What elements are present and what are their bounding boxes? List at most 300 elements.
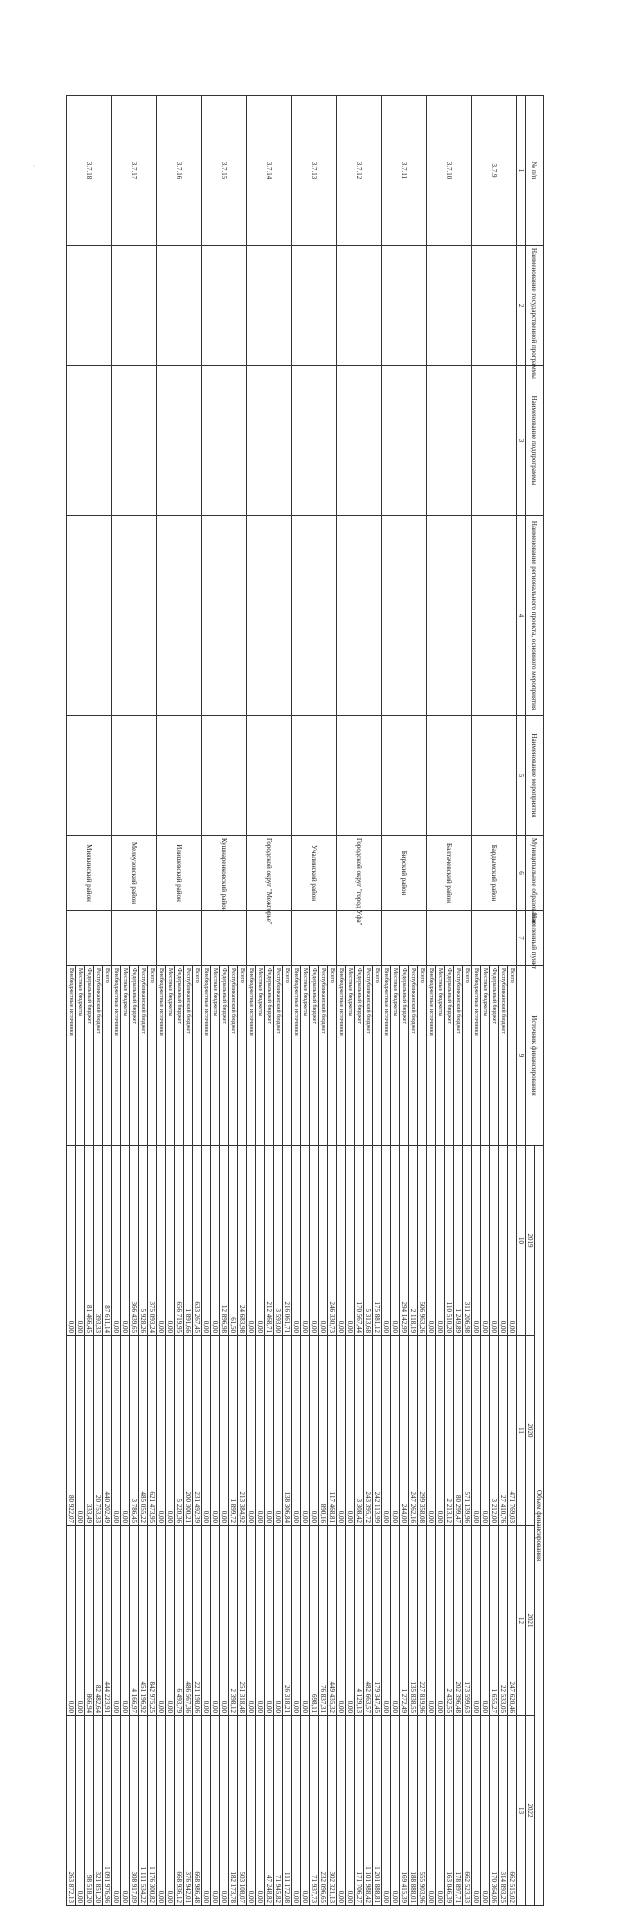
value-cell: 251 318,48 — [238, 1526, 247, 1716]
source-cell: Внебюджетные источники — [382, 966, 391, 1146]
col-index: 7 — [517, 911, 526, 966]
col-index: 12 — [517, 1526, 526, 1716]
value-cell: 71 945,82 — [274, 1716, 283, 1906]
source-cell: Внебюджетные источники — [427, 966, 436, 1146]
source-cell: Федеральный бюджет — [265, 966, 274, 1146]
value-cell: 656 719,95 — [175, 1146, 184, 1336]
value-cell: 0,00 — [157, 1336, 166, 1526]
value-cell: 662 515,02 — [508, 1716, 517, 1906]
program-cell — [292, 246, 337, 366]
value-cell: 393,33 — [94, 1146, 103, 1336]
row-number: 3.7.18 — [67, 96, 112, 246]
source-cell: Всего — [373, 966, 382, 1146]
value-cell: 0,00 — [427, 1146, 436, 1336]
source-cell: Республиканский бюджет — [409, 966, 418, 1146]
value-cell: 213 384,92 — [238, 1336, 247, 1526]
value-cell: 0,00 — [274, 1526, 283, 1716]
source-cell: Всего — [238, 966, 247, 1146]
row-number: 3.7.13 — [292, 96, 337, 246]
value-cell: 0,00 — [220, 1526, 229, 1716]
source-cell: Всего — [463, 966, 472, 1146]
col-municipality-header: Муниципальное образование — [526, 836, 544, 911]
value-cell: 0,00 — [211, 1336, 220, 1526]
value-cell: 171 706,27 — [355, 1716, 364, 1906]
value-cell: 244,00 — [400, 1336, 409, 1526]
value-cell: 6 493,79 — [175, 1526, 184, 1716]
source-cell: Внебюджетные источники — [337, 966, 346, 1146]
value-cell: 1 249,89 — [454, 1146, 463, 1336]
source-cell: Федеральный бюджет — [355, 966, 364, 1146]
value-cell: 0,00 — [256, 1146, 265, 1336]
value-cell: 242 113,99 — [373, 1336, 382, 1526]
value-cell: 0,00 — [247, 1336, 256, 1526]
source-cell: Местные бюджеты — [301, 966, 310, 1146]
value-cell: 5 928,26 — [139, 1146, 148, 1336]
col-source-header: Источник финансирования — [526, 966, 544, 1146]
value-cell: 0,00 — [202, 1716, 211, 1906]
col-index: 9 — [517, 966, 526, 1146]
value-cell: 698,11 — [310, 1526, 319, 1716]
value-cell: 2 118,19 — [409, 1146, 418, 1336]
year-header: 2020 — [526, 1336, 535, 1526]
value-cell: 302 321,13 — [328, 1716, 337, 1906]
event-cell — [472, 716, 517, 836]
program-cell — [337, 246, 382, 366]
value-cell: 0,00 — [319, 1146, 328, 1336]
row-number: 3.7.10 — [427, 96, 472, 246]
value-cell: 0,00 — [220, 1716, 229, 1906]
source-cell: Внебюджетные источники — [247, 966, 256, 1146]
event-cell — [292, 716, 337, 836]
subprogram-cell — [337, 366, 382, 516]
value-cell: 0,00 — [211, 1716, 220, 1906]
value-cell: 1 111 534,22 — [139, 1716, 148, 1906]
source-cell: Федеральный бюджет — [175, 966, 184, 1146]
value-cell: 0,00 — [382, 1146, 391, 1336]
value-cell: 294 142,99 — [400, 1146, 409, 1336]
value-cell: 1 272,49 — [400, 1526, 409, 1716]
row-number: 3.7.11 — [382, 96, 427, 246]
measure-cell — [472, 516, 517, 716]
value-cell: 178 897,71 — [454, 1716, 463, 1906]
settlement-cell — [157, 911, 202, 966]
municipality-cell: Балтачевский район — [427, 836, 472, 911]
program-cell — [427, 246, 472, 366]
value-cell: 1 176 300,82 — [148, 1716, 157, 1906]
value-cell: 0,00 — [499, 1146, 508, 1336]
value-cell: 0,00 — [346, 1336, 355, 1526]
value-cell: 0,00 — [382, 1526, 391, 1716]
value-cell: 247 620,46 — [508, 1526, 517, 1716]
value-cell: 20 753,33 — [94, 1336, 103, 1526]
value-cell: 0,00 — [391, 1526, 400, 1716]
value-cell: 308 917,09 — [130, 1716, 139, 1906]
value-cell: 0,00 — [436, 1146, 445, 1336]
value-cell: 376 942,01 — [184, 1716, 193, 1906]
source-cell: Федеральный бюджет — [85, 966, 94, 1146]
value-cell: 2 213,12 — [445, 1336, 454, 1526]
source-cell: Республиканский бюджет — [364, 966, 373, 1146]
value-cell: 47 248,82 — [265, 1716, 274, 1906]
source-cell: Внебюджетные источники — [472, 966, 481, 1146]
col-index: 1 — [517, 96, 526, 246]
value-cell: 0,00 — [256, 1336, 265, 1526]
value-cell: 0,00 — [121, 1716, 130, 1906]
value-cell: 0,00 — [76, 1146, 85, 1336]
value-cell: 98 518,20 — [85, 1716, 94, 1906]
value-cell: 311 206,98 — [463, 1146, 472, 1336]
municipality-cell: Миякинский район — [67, 836, 112, 911]
col-index: 3 — [517, 366, 526, 516]
value-cell: 61,50 — [229, 1146, 238, 1336]
event-cell — [67, 716, 112, 836]
value-cell: 0,00 — [391, 1336, 400, 1526]
year-header: 2019 — [526, 1146, 535, 1336]
value-cell: 138 306,84 — [283, 1336, 292, 1526]
value-cell: 321 851,20 — [94, 1716, 103, 1906]
municipality-cell: Городской округ "Межгорье" — [247, 836, 292, 911]
table-row — [193, 96, 202, 1906]
program-cell — [472, 246, 517, 366]
value-cell: 0,00 — [472, 1526, 481, 1716]
source-cell: Внебюджетные источники — [67, 966, 76, 1146]
value-cell: 0,00 — [256, 1526, 265, 1716]
program-cell — [202, 246, 247, 366]
value-cell: 246 330,73 — [328, 1146, 337, 1336]
row-number: 3.7.9 — [472, 96, 517, 246]
year-header: 2022 — [526, 1716, 535, 1906]
col-num-header: № п/п — [526, 96, 544, 246]
value-cell: 4 166,97 — [130, 1526, 139, 1716]
value-cell: 4 129,13 — [355, 1526, 364, 1716]
value-cell: 0,00 — [121, 1146, 130, 1336]
table-row — [463, 96, 472, 1906]
value-cell: 0,00 — [166, 1146, 175, 1336]
source-cell: Внебюджетные источники — [202, 966, 211, 1146]
value-cell: 0,00 — [427, 1336, 436, 1526]
event-cell — [202, 716, 247, 836]
settlement-cell — [427, 911, 472, 966]
value-cell: 231 492,39 — [193, 1336, 202, 1526]
value-cell: 440 202,49 — [103, 1336, 112, 1526]
value-cell: 1 891,66 — [184, 1146, 193, 1336]
col-volume-header: Объем финансирования — [535, 1146, 544, 1906]
value-cell: 0,00 — [472, 1336, 481, 1526]
value-cell: 0,00 — [76, 1526, 85, 1716]
col-program-header: Наименование государственной программы — [526, 246, 544, 366]
value-cell: 0,00 — [292, 1526, 301, 1716]
value-cell: 2 432,55 — [445, 1526, 454, 1716]
program-cell — [157, 246, 202, 366]
value-cell: 173 599,63 — [463, 1526, 472, 1716]
value-cell: 0,00 — [121, 1336, 130, 1526]
col-index: 10 — [517, 1146, 526, 1336]
source-cell: Местные бюджеты — [211, 966, 220, 1146]
value-cell: 0,00 — [346, 1526, 355, 1716]
event-cell — [157, 716, 202, 836]
value-cell: 621 473,95 — [148, 1336, 157, 1526]
subprogram-cell — [157, 366, 202, 516]
settlement-cell — [472, 911, 517, 966]
value-cell: 24 683,98 — [238, 1146, 247, 1336]
value-cell: 0,00 — [67, 1146, 76, 1336]
value-cell: 1 091 976,96 — [103, 1716, 112, 1906]
value-cell: 0,00 — [292, 1336, 301, 1526]
source-cell: Внебюджетные источники — [112, 966, 121, 1146]
value-cell: 87 611,14 — [103, 1146, 112, 1336]
table-row — [418, 96, 427, 1906]
value-cell: 170 364,06 — [490, 1716, 499, 1906]
source-cell: Местные бюджеты — [166, 966, 175, 1146]
col-index: 6 — [517, 836, 526, 911]
value-cell: 27 410,76 — [499, 1336, 508, 1526]
value-cell: 890,16 — [319, 1336, 328, 1526]
col-measure-header: Наименование регионального проекта, основного мероприятия — [526, 516, 544, 716]
value-cell: 188 888,01 — [409, 1716, 418, 1906]
value-cell: 3 593,00 — [274, 1146, 283, 1336]
value-cell: 263 872,13 — [67, 1716, 76, 1906]
measure-cell — [427, 516, 472, 716]
value-cell: 3 212,00 — [490, 1336, 499, 1526]
measure-cell — [67, 516, 112, 716]
subprogram-cell — [382, 366, 427, 516]
source-cell: Республиканский бюджет — [454, 966, 463, 1146]
program-cell — [67, 246, 112, 366]
col-event-header: Наименование мероприятия — [526, 716, 544, 836]
value-cell: 212 468,71 — [265, 1146, 274, 1336]
value-cell: 202 396,48 — [454, 1526, 463, 1716]
municipality-cell: Мелеузовский район — [112, 836, 157, 911]
value-cell: 485 055,22 — [139, 1336, 148, 1526]
value-cell: 247 262,16 — [409, 1336, 418, 1526]
row-number: 3.7.14 — [247, 96, 292, 246]
value-cell: 0,00 — [166, 1716, 175, 1906]
table-head — [517, 96, 544, 1906]
value-cell: 2 398,12 — [229, 1526, 238, 1716]
value-cell: 169 415,39 — [400, 1716, 409, 1906]
source-cell: Федеральный бюджет — [130, 966, 139, 1146]
municipality-cell: Кушнаренковский район — [202, 836, 247, 911]
value-cell: 0,00 — [301, 1526, 310, 1716]
value-cell: 135 838,55 — [409, 1526, 418, 1716]
value-cell: 0,00 — [427, 1716, 436, 1906]
value-cell: 221 198,06 — [193, 1526, 202, 1716]
source-cell: Федеральный бюджет — [400, 966, 409, 1146]
value-cell: 232 096,65 — [319, 1716, 328, 1906]
value-cell: 200 300,21 — [184, 1336, 193, 1526]
value-cell: 299 358,08 — [418, 1336, 427, 1526]
value-cell: 76 837,31 — [319, 1526, 328, 1716]
value-cell: 333,49 — [85, 1336, 94, 1526]
value-cell: 0,00 — [202, 1336, 211, 1526]
value-cell: 0,00 — [292, 1146, 301, 1336]
row-number: 3.7.16 — [157, 96, 202, 246]
value-cell: 866,94 — [85, 1526, 94, 1716]
header-row-1 — [535, 96, 544, 1906]
value-cell: 0,00 — [481, 1146, 490, 1336]
value-cell: 0,00 — [382, 1716, 391, 1906]
value-cell: 12 896,98 — [220, 1146, 229, 1336]
value-cell: 0,00 — [436, 1716, 445, 1906]
source-cell: Республиканский бюджет — [499, 966, 508, 1146]
value-cell: 0,00 — [301, 1336, 310, 1526]
value-cell: 0,00 — [247, 1526, 256, 1716]
source-cell: Местные бюджеты — [346, 966, 355, 1146]
value-cell: 110 510,20 — [445, 1146, 454, 1336]
settlement-cell — [67, 911, 112, 966]
value-cell: 0,00 — [382, 1336, 391, 1526]
row-number: 3.7.12 — [337, 96, 382, 246]
event-cell — [112, 716, 157, 836]
value-cell: 0,00 — [202, 1146, 211, 1336]
event-cell — [382, 716, 427, 836]
value-cell: 182 173,78 — [229, 1716, 238, 1906]
value-cell: 170 567,44 — [355, 1146, 364, 1336]
value-cell: 0,00 — [112, 1336, 121, 1526]
source-cell: Местные бюджеты — [391, 966, 400, 1146]
value-cell: 0,00 — [157, 1146, 166, 1336]
table-row — [328, 96, 337, 1906]
value-cell: 0,00 — [436, 1526, 445, 1716]
value-cell: 0,00 — [337, 1526, 346, 1716]
value-cell: 0,00 — [67, 1526, 76, 1716]
value-cell: 503 108,07 — [238, 1716, 247, 1906]
source-cell: Всего — [193, 966, 202, 1146]
subprogram-cell — [247, 366, 292, 516]
col-index: 4 — [517, 516, 526, 716]
source-cell: Местные бюджеты — [436, 966, 445, 1146]
value-cell: 179 347,45 — [373, 1526, 382, 1716]
source-cell: Федеральный бюджет — [490, 966, 499, 1146]
value-cell: 0,00 — [112, 1146, 121, 1336]
subprogram-cell — [292, 366, 337, 516]
program-cell — [247, 246, 292, 366]
settlement-cell — [112, 911, 157, 966]
source-cell: Всего — [508, 966, 517, 1146]
source-cell: Местные бюджеты — [256, 966, 265, 1146]
value-cell: 163 046,39 — [445, 1716, 454, 1906]
value-cell: 71 937,73 — [310, 1716, 319, 1906]
value-cell: 1 201 888,81 — [373, 1716, 382, 1906]
event-cell — [427, 716, 472, 836]
value-cell: 0,00 — [166, 1526, 175, 1716]
value-cell: 0,00 — [211, 1526, 220, 1716]
value-cell: 243 395,72 — [364, 1336, 373, 1526]
table-row — [103, 96, 112, 1906]
value-cell: 0,00 — [274, 1336, 283, 1526]
value-cell: 0,00 — [76, 1716, 85, 1906]
value-cell: 0,00 — [337, 1336, 346, 1526]
table-row — [373, 96, 382, 1906]
value-cell: 1 899,72 — [229, 1336, 238, 1526]
settlement-cell — [382, 911, 427, 966]
measure-cell — [292, 516, 337, 716]
value-cell: 471 769,03 — [508, 1336, 517, 1526]
measure-cell — [202, 516, 247, 716]
source-cell: Республиканский бюджет — [319, 966, 328, 1146]
value-cell: 0,00 — [337, 1716, 346, 1906]
value-cell: 0,00 — [481, 1526, 490, 1716]
value-cell: 444 223,91 — [103, 1526, 112, 1716]
value-cell: 0,00 — [472, 1716, 481, 1906]
value-cell: 0,00 — [292, 1716, 301, 1906]
measure-cell — [112, 516, 157, 716]
value-cell: 0,00 — [202, 1526, 211, 1716]
event-cell — [247, 716, 292, 836]
financing-table — [66, 95, 544, 1906]
municipality-cell: Илишевский район — [157, 836, 202, 911]
table-row — [238, 96, 247, 1906]
value-cell: 668 936,12 — [175, 1716, 184, 1906]
value-cell: 0,00 — [265, 1526, 274, 1716]
source-cell: Республиканский бюджет — [274, 966, 283, 1146]
program-cell — [112, 246, 157, 366]
value-cell: 0,00 — [481, 1716, 490, 1906]
measure-cell — [337, 516, 382, 716]
value-cell: 451 196,92 — [139, 1526, 148, 1716]
value-cell: 0,00 — [490, 1146, 499, 1336]
value-cell: 0,00 — [346, 1716, 355, 1906]
subprogram-cell — [67, 366, 112, 516]
value-cell: 449 435,32 — [328, 1526, 337, 1716]
value-cell: 81 466,45 — [85, 1146, 94, 1336]
value-cell: 0,00 — [157, 1526, 166, 1716]
value-cell: 82 482,64 — [94, 1526, 103, 1716]
value-cell: 506 963,26 — [418, 1146, 427, 1336]
value-cell: 0,00 — [427, 1526, 436, 1716]
value-cell: 0,00 — [346, 1146, 355, 1336]
source-cell: Республиканский бюджет — [184, 966, 193, 1146]
source-cell: Внебюджетные источники — [157, 966, 166, 1146]
source-cell: Республиканский бюджет — [229, 966, 238, 1146]
value-cell: 0,00 — [310, 1336, 319, 1526]
measure-cell — [382, 516, 427, 716]
source-cell: Всего — [418, 966, 427, 1146]
value-cell: 842 975,25 — [148, 1526, 157, 1716]
value-cell: 5 220,36 — [175, 1336, 184, 1526]
value-cell: 5 313,68 — [364, 1146, 373, 1336]
value-cell: 0,00 — [310, 1146, 319, 1336]
value-cell: 555 903,96 — [418, 1716, 427, 1906]
program-cell — [382, 246, 427, 366]
source-cell: Федеральный бюджет — [310, 966, 319, 1146]
value-cell: 111 172,08 — [283, 1716, 292, 1906]
table-row — [508, 96, 517, 1906]
value-cell: 0,00 — [481, 1336, 490, 1526]
value-cell: 486 567,36 — [184, 1526, 193, 1716]
rotated-table-page — [67, 95, 544, 1905]
value-cell: 0,00 — [220, 1336, 229, 1526]
source-cell: Всего — [148, 966, 157, 1146]
value-cell: 0,00 — [301, 1716, 310, 1906]
value-cell: 0,00 — [247, 1716, 256, 1906]
source-cell: Всего — [103, 966, 112, 1146]
table-row — [283, 96, 292, 1906]
source-cell: Федеральный бюджет — [220, 966, 229, 1146]
value-cell: 314 893,25 — [499, 1716, 508, 1906]
value-cell: 0,00 — [166, 1336, 175, 1526]
value-cell: 0,00 — [301, 1146, 310, 1336]
col-settlement-header: Населенный пункт — [526, 911, 544, 966]
value-cell: 0,00 — [472, 1146, 481, 1336]
value-cell: 0,00 — [211, 1146, 220, 1336]
col-index: 2 — [517, 246, 526, 366]
col-index: 5 — [517, 716, 526, 836]
value-cell: 0,00 — [436, 1336, 445, 1526]
value-cell: 482 663,57 — [364, 1526, 373, 1716]
value-cell: 0,00 — [112, 1526, 121, 1716]
table-row — [148, 96, 157, 1906]
